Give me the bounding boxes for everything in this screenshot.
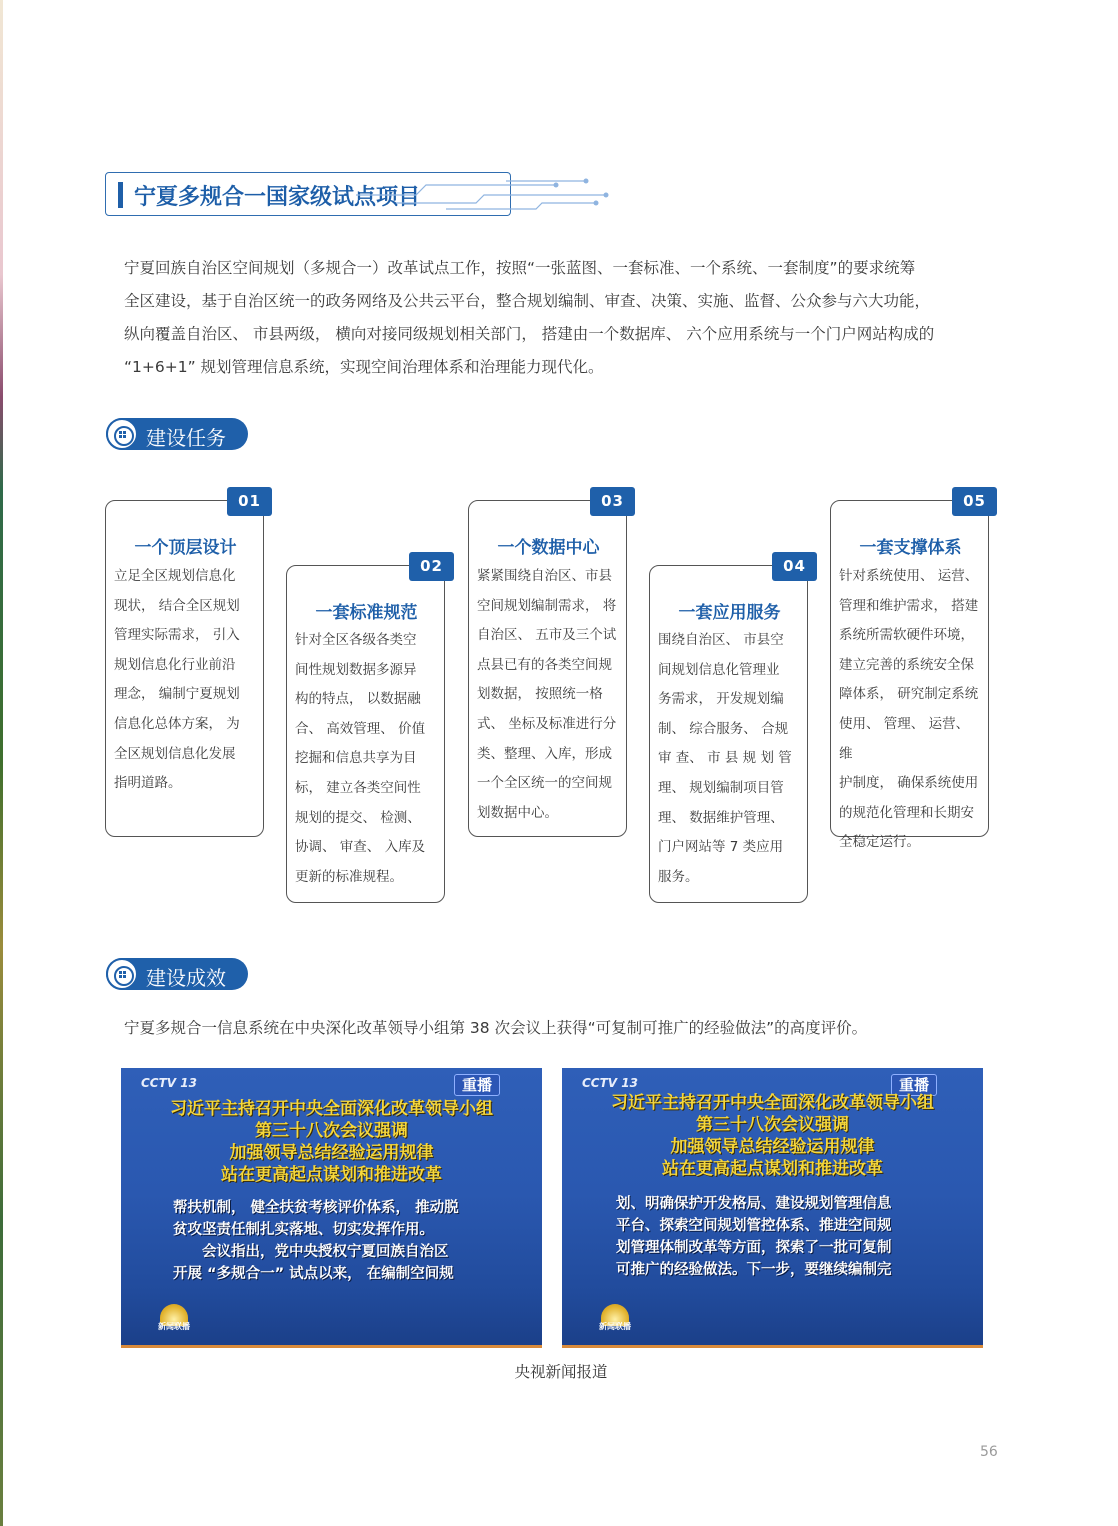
- card-body-line: 服务。: [658, 868, 699, 885]
- card-body-line: 现状， 结合全区规划: [114, 597, 240, 614]
- card-body: [295, 626, 441, 892]
- page-number: 56: [980, 1444, 998, 1460]
- program-logo-text: 新闻联播: [158, 1322, 190, 1331]
- card-body: [658, 626, 804, 892]
- section-title-box: [105, 172, 511, 216]
- card-body: [477, 562, 623, 828]
- card-body-line: 间规划信息化管理业: [658, 661, 780, 678]
- card-body-line: 审 查、 市 县 规 划 管: [658, 750, 792, 767]
- card-body-line: 点县已有的各类空间规: [477, 656, 612, 673]
- card-body-line: 指明道路。: [114, 775, 182, 792]
- subtitle-line: 划管理体制改革等方面，探索了一批可复制: [616, 1240, 892, 1256]
- section-heading-label: 建设任务: [146, 426, 226, 450]
- card-body-line: 系统所需软硬件环境，: [839, 627, 974, 644]
- card-body-line: 空间规划编制需求， 将: [477, 597, 617, 614]
- grid-circle-icon: [106, 958, 138, 990]
- task-card-03: [468, 492, 627, 837]
- card-number-badge: 03: [590, 487, 635, 516]
- card-body-line: 立足全区规划信息化: [114, 568, 236, 584]
- card-body-line: 协调、 审查、 入库及: [295, 839, 426, 856]
- card-body-line: 制、 综合服务、 合规: [658, 720, 789, 737]
- card-body-line: 规划的提交、 检测、: [295, 809, 421, 826]
- card-body-line: 合、 高效管理、 价值: [295, 720, 426, 737]
- intro-line: 纵向覆盖自治区、 市县两级， 横向对接同级规划相关部门， 搭建由一个数据库、 六个应用系统与一个门户网站构成的: [124, 325, 935, 343]
- card-body-line: 间性规划数据多源异: [295, 661, 417, 678]
- subtitle-line: 划、明确保护开发格局、建设规划管理信息: [616, 1196, 892, 1212]
- card-body-line: 围绕自治区、 市县空: [658, 632, 784, 648]
- card-body-line: 构的特点， 以数据融: [295, 691, 421, 708]
- subtitle-line: 可推广的经验做法。下一步，要继续编制完: [616, 1262, 892, 1278]
- card-body-line: 门户网站等 7 类应用: [658, 839, 784, 856]
- card-body-line: 标， 建立各类空间性: [295, 779, 421, 796]
- card-number-badge: 04: [772, 552, 817, 581]
- program-logo-text: 新闻联播: [599, 1322, 631, 1331]
- card-body-line: 全区规划信息化发展: [114, 745, 236, 762]
- circuit-decoration: [356, 173, 616, 217]
- card-body-line: 理、 规划编制项目管: [658, 779, 784, 796]
- intro-paragraph: [124, 252, 994, 384]
- card-body-line: 式、 坐标及标准进行分: [477, 715, 617, 732]
- intro-line: 宁夏回族自治区空间规划（多规合一）改革试点工作，按照“一张蓝图、一套标准、一个系统、一套制度”的要求统筹: [124, 259, 916, 277]
- card-body: [114, 562, 260, 799]
- subtitle-line: 帮扶机制， 健全扶贫考核评价体系， 推动脱: [173, 1200, 459, 1216]
- news-screenshot-2: [562, 1068, 983, 1348]
- results-paragraph: 宁夏多规合一信息系统在中央深化改革领导小组第 38 次会议上获得“可复制可推广的经验做法”的高度评价。: [124, 1019, 868, 1037]
- card-title: 一套标准规范: [315, 603, 418, 623]
- card-title: 一个数据中心: [497, 538, 600, 558]
- card-body-line: 紧紧围绕自治区、市县: [477, 568, 612, 584]
- card-body-line: 挖掘和信息共享为目: [295, 750, 417, 767]
- card-body-line: 的规范化管理和长期安: [839, 804, 974, 821]
- card-body-line: 建立完善的系统安全保: [839, 656, 974, 673]
- task-card-04: [649, 557, 808, 903]
- subtitle-line: 平台、探索空间规划管控体系、推进空间规: [616, 1218, 892, 1234]
- card-body-line: 管理实际需求， 引入: [114, 627, 240, 644]
- headline-line: 站在更高起点谋划和推进改革: [662, 1159, 883, 1179]
- card-body-line: 理、 数据维护管理、: [658, 809, 784, 826]
- section-heading-label: 建设成效: [146, 966, 226, 990]
- title-accent-bar: [118, 182, 123, 208]
- section-heading-results: [106, 958, 248, 990]
- subtitle-line: 会议指出，党中央授权宁夏回族自治区: [173, 1244, 449, 1260]
- xinwen-lianbo-globe-icon: [151, 1304, 197, 1336]
- card-number-badge: 01: [227, 487, 272, 516]
- card-body-line: 划数据中心。: [477, 804, 558, 821]
- card-number-badge: 05: [952, 487, 997, 516]
- section-heading-tasks: [106, 418, 248, 450]
- card-body-line: 使用、 管理、 运营、 维: [839, 715, 970, 762]
- headline-line: 习近平主持召开中央全面深化改革领导小组: [611, 1093, 934, 1113]
- card-body-line: 理念， 编制宁夏规划: [114, 686, 240, 703]
- intro-line: 全区建设，基于自治区统一的政务网络及公共云平台，整合规划编制、审查、决策、实施、监督、公众参与六大功能，: [124, 292, 931, 310]
- task-card-02: [286, 557, 445, 903]
- headline-line: 站在更高起点谋划和推进改革: [221, 1165, 442, 1185]
- card-title: 一套支撑体系: [859, 538, 962, 558]
- card-title: 一套应用服务: [678, 603, 781, 623]
- headline-line: 加强领导总结经验运用规律: [670, 1137, 875, 1157]
- intro-line: “1+6+1” 规划管理信息系统，实现空间治理体系和治理能力现代化。: [124, 358, 604, 376]
- headline-line: 第三十八次会议强调: [696, 1115, 849, 1135]
- replay-badge: 重播: [454, 1074, 500, 1096]
- page-title: 宁夏多规合一国家级试点项目: [134, 185, 421, 210]
- card-body-line: 自治区、 五市及三个试: [477, 627, 617, 644]
- figure-caption: 央视新闻报道: [514, 1363, 608, 1381]
- grid-circle-icon: [106, 418, 138, 450]
- card-body-line: 更新的标准规程。: [295, 868, 403, 885]
- xinwen-lianbo-globe-icon: [592, 1304, 638, 1336]
- card-body-line: 务需求， 开发规划编: [658, 691, 784, 708]
- headline-line: 第三十八次会议强调: [255, 1121, 408, 1141]
- card-body-line: 障体系， 研究制定系统: [839, 686, 979, 703]
- card-body-line: 划数据， 按照统一格: [477, 686, 603, 703]
- card-number-badge: 02: [409, 552, 454, 581]
- card-body-line: 针对全区各级各类空: [295, 632, 417, 648]
- card-body-line: 护制度， 确保系统使用: [839, 775, 979, 792]
- card-title: 一个顶层设计: [134, 538, 237, 558]
- card-body-line: 规划信息化行业前沿: [114, 656, 236, 673]
- headline-line: 加强领导总结经验运用规律: [229, 1143, 434, 1163]
- card-body-line: 信息化总体方案， 为: [114, 715, 240, 732]
- news-subtitle: [616, 1193, 956, 1281]
- subtitle-line: 贫攻坚责任制扎实落地、切实发挥作用。: [173, 1222, 434, 1238]
- card-body-line: 管理和维护需求， 搭建: [839, 597, 979, 614]
- headline-line: 习近平主持召开中央全面深化改革领导小组: [170, 1099, 493, 1119]
- card-body: [839, 562, 985, 858]
- news-subtitle: [173, 1197, 513, 1285]
- cctv-channel-logo: CCTV 13: [582, 1076, 638, 1090]
- screen-bottom-band: [121, 1345, 542, 1348]
- card-body-line: 针对系统使用、 运营、: [839, 568, 979, 584]
- task-card-05: [830, 492, 989, 851]
- page-edge-strip: [0, 0, 3, 1526]
- cctv-channel-logo: CCTV 13: [141, 1076, 197, 1090]
- card-body-line: 一个全区统一的空间规: [477, 775, 612, 792]
- card-body-line: 类、整理、入库，形成: [477, 745, 612, 762]
- task-card-01: [105, 492, 264, 837]
- screen-bottom-band: [562, 1345, 983, 1348]
- news-screenshot-1: [121, 1068, 542, 1348]
- subtitle-line: 开展 “多规合一” 试点以来， 在编制空间规: [173, 1266, 454, 1282]
- replay-badge: 重播: [891, 1074, 937, 1096]
- card-body-line: 全稳定运行。: [839, 834, 920, 851]
